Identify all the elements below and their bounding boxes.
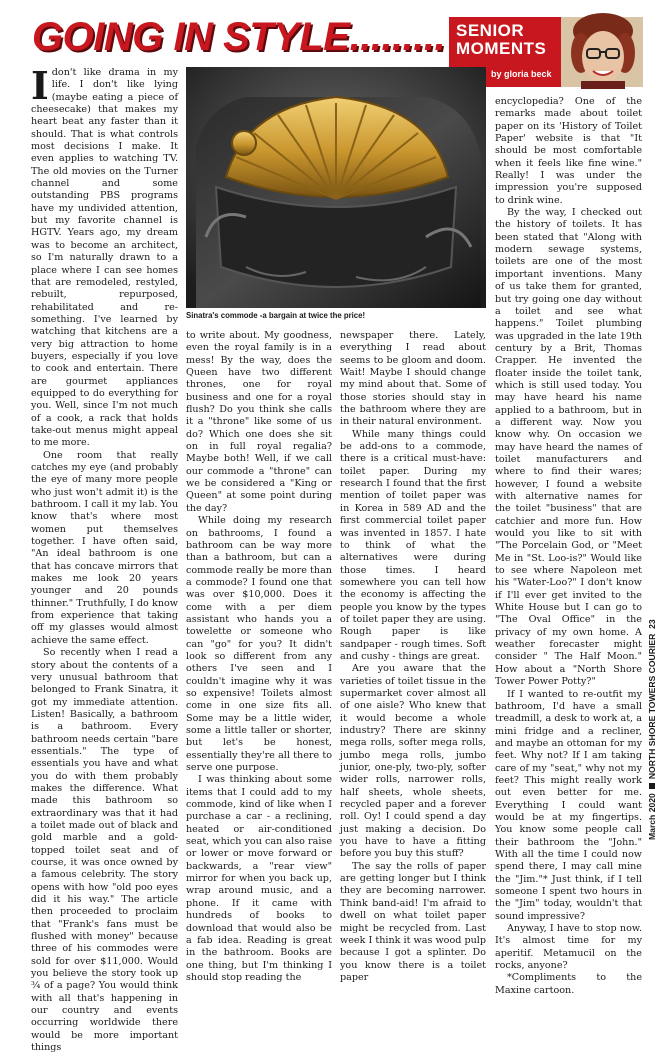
article-column-2 xyxy=(186,330,332,983)
paragraph: So recently when I read a story about the contents of a very unusual bathroom that belonged to Frank Sinatra, it got my immediate attention. Listen! Basically, a bathroom is a bathroom. Every bathroom needs certain "bare essentials." The type of essentials you have and what you do with them probably makes the difference. What made this bathroom so extraordinary was that it had a toilet made out of black and gold marble and a gold-topped toilet seat and of course, it was once owned by a famous celebrity. The story opens with how "old poo eyes did it his way." The article then proceeded to proclaim that "Frank's fans must be flushed with money" because three of his commodes were sold for over $11,000. Would you believe the story took up ¾ of a page? You would think with all that's happening in our country and events occurring worldwide there would be more important things xyxy=(31,647,178,1054)
page-folio xyxy=(643,619,661,840)
paragraph: to write about. My goodness, even the royal family is in a mess! By the way, does the Queen have two different thrones, one for royal business and one for a royal flush? Do you think she calls it a "throne" like some of us do? Which one does she sit on in full royal regalia? Maybe both! Well, if we call our commode a "throne" can we be considered a "King or Queen" at some point during the day? xyxy=(186,330,332,514)
paragraph: newspaper there. Lately, everything I read about seems to be gloom and doom. Wait! Maybe I should change my mind about that. Some of those stories should stay in the bathroom where they are in their natural environment. xyxy=(340,330,486,428)
paragraph: The say the rolls of paper are getting longer but I think they are becoming narrower. Think band-aid! I'm afraid to dwell on what toilet paper might be recycled from. Last week I think it was wood pulp because I got a splinter. Do you know there is a toilet paper xyxy=(340,860,486,983)
paragraph: One room that really catches my eye (and probably the eye of many more people who just won't admit it) is the bathroom. I call it my lab. You know that's where most women put themselves together. I have often said, "An ideal bathroom is one that has concave mirrors that makes me look 20 years younger and 20 pounds thinner." Truthfully, I do know from experience that taking off my glasses would almost achieve the same effect. xyxy=(31,449,178,646)
paragraph: *Compliments to the Maxine cartoon. xyxy=(495,972,642,996)
folio-separator xyxy=(649,783,655,789)
author-portrait xyxy=(561,17,643,87)
headline: GOING IN STYLE......... xyxy=(32,15,445,59)
article-column-3 xyxy=(340,330,486,983)
paragraph: If I wanted to re-outfit my bathroom, I'd have a small treadmill, a desk to work at, a mini fridge and a recliner, and maybe an ottoman for my feet. Why not? If I am taking care of my "seat," why not my feet? This might really work out even better for me. Everything I could want would be at my fingertips. You know some people call their bathroom the "John." With all the time I could now spend there, I may call mine the "Jim."* Just think, if I tell someone I spent two hours in the "Jim" today, wouldn't that sound impressive? xyxy=(495,688,642,922)
article-column-4 xyxy=(495,96,642,996)
folio-date: March 2020 xyxy=(647,793,657,840)
article-column-1 xyxy=(31,63,178,1054)
badge-title-line2: MOMENTS xyxy=(456,39,547,58)
photo-caption: Sinatra's commode -a bargain at twice the price! xyxy=(186,311,366,320)
page-number: 23 xyxy=(647,619,657,629)
toilet-photo xyxy=(186,67,486,308)
folio-text xyxy=(643,619,661,840)
byline: by gloria beck xyxy=(491,69,552,79)
badge-title-line1: SENIOR xyxy=(456,21,525,40)
gold-shell-toilet-illustration xyxy=(186,67,486,308)
paragraph: encyclopedia? One of the remarks made about toilet paper on its 'History of Toilet Paper' website is that "It should be most comfortable when it feels like fine wine." Really! I was under the impression you're supposed to drink wine. xyxy=(495,96,642,206)
paragraph: While doing my research on bathrooms, I found a bathroom can be way more than a bathroom, but can a commode really be more than a commode? I found one that was over $10,000. Does it come with a per diem assistant who hands you a towelette or someone who can "go" for you? It didn't look so different from any others I've seen and I couldn't imagine why it was so expensive! Toilets almost come in one size fits all. Some may be a little wider, some a little taller or shorter, but let's be honest, essentially they're all there to serve one purpose. xyxy=(186,515,332,774)
author-portrait-illustration xyxy=(561,17,643,87)
paragraph: Anyway, I have to stop now. It's almost time for my aperitif. Metamucil on the rocks, anyone? xyxy=(495,923,642,972)
folio-publication: NORTH SHORE TOWERS COURIER xyxy=(647,633,657,780)
paragraph: Are you aware that the varieties of toilet tissue in the supermarket cover almost all of one aisle? Who knew that it would become a whole industry? There are skinny mega rolls, softer mega rolls, jumbo mega rolls, jumbo junior, one-ply, two-ply, softer wider rolls, narrower rolls, half sheets, whole sheets, recycled paper and a forever roll. Oy! I could spend a day just making a decision. Do you have to have a fitting before you buy this stuff? xyxy=(340,663,486,860)
paragraph: While many things could be add-ons to a commode, there is a critical must-have: toilet paper. During my research I found that the first mention of toilet paper was in Korea in 589 AD and the first commercial toilet paper was invented in 1857. I hate to think of what the alternatives were during those times. I heard somewhere you can tell how the economy is affecting the people you know by the types of toilet paper they are using. Rough paper is like sandpaper - rough times. Soft and cushy - things are great. xyxy=(340,428,486,662)
paragraph: I was thinking about some items that I could add to my commode, kind of like when I purchase a car - a reclining, heated or air-conditioned seat, which you can also raise or lower or move forward or backwards, a "rear view" mirror for when you back up, wrap around music, and a phone. If it came with hundreds of books to download that would also be a fab idea. Reading is great in the bathroom. Books are one thing, but I'm thinking I should stop reading the xyxy=(186,774,332,983)
paragraph: Idon't like drama in my life. I don't like lying (maybe eating a piece of cheesecake) that makes my heart beat any faster than it should. That is what controls most decisions I make. It even applies to watching TV. The old movies on the Turner channel and some outstanding PBS programs have my undivided attention, but my favorite channel is HGTV. Years ago, my dream was to become an architect, so I'm naturally drawn to a place where I can see homes that are remodeled, restyled, rebuilt, repurposed, rehabilitated and re-something. I've learned by watching that kitchens are a very big attraction to home buyers, especially if you love to cook and entertain. There are gourmet appliances equipped to do everything for you. Well, since I'm not much of a cook, a rack that holds take-out menus might appeal to me more. xyxy=(31,63,178,449)
paragraph: By the way, I checked out the history of toilets. It has been stated that "Along with modern sewage systems, toilets are one of the most important inventions. Many of us take them for granted, but try going one day without a toilet and see what happens." Toilet plumbing was upgraded in the late 19th century by a Brit, Thomas Crapper. He invented the floater inside the toilet tank, which is still used today. You may have heard his name applied to a bathroom, but in a different way. Now you know why. On occasion we may have heard the names of toilet manufacturers and where to find their wares; however, I found a website with alternative names for the toilet "business" that are catchier and more fun. How would you like to sit with "The Porcelain God, or "Meet Me in "St. Loo-is?" Would like to see where Napoleon met his "Water-Loo?" I don't know if I'll ever get invited to the White House but I can go to "The Oval Office" in the privacy of my own home. A weather forecaster might consider " The Half Moon." How about a "North Shore Tower Power Potty?" xyxy=(495,207,642,688)
